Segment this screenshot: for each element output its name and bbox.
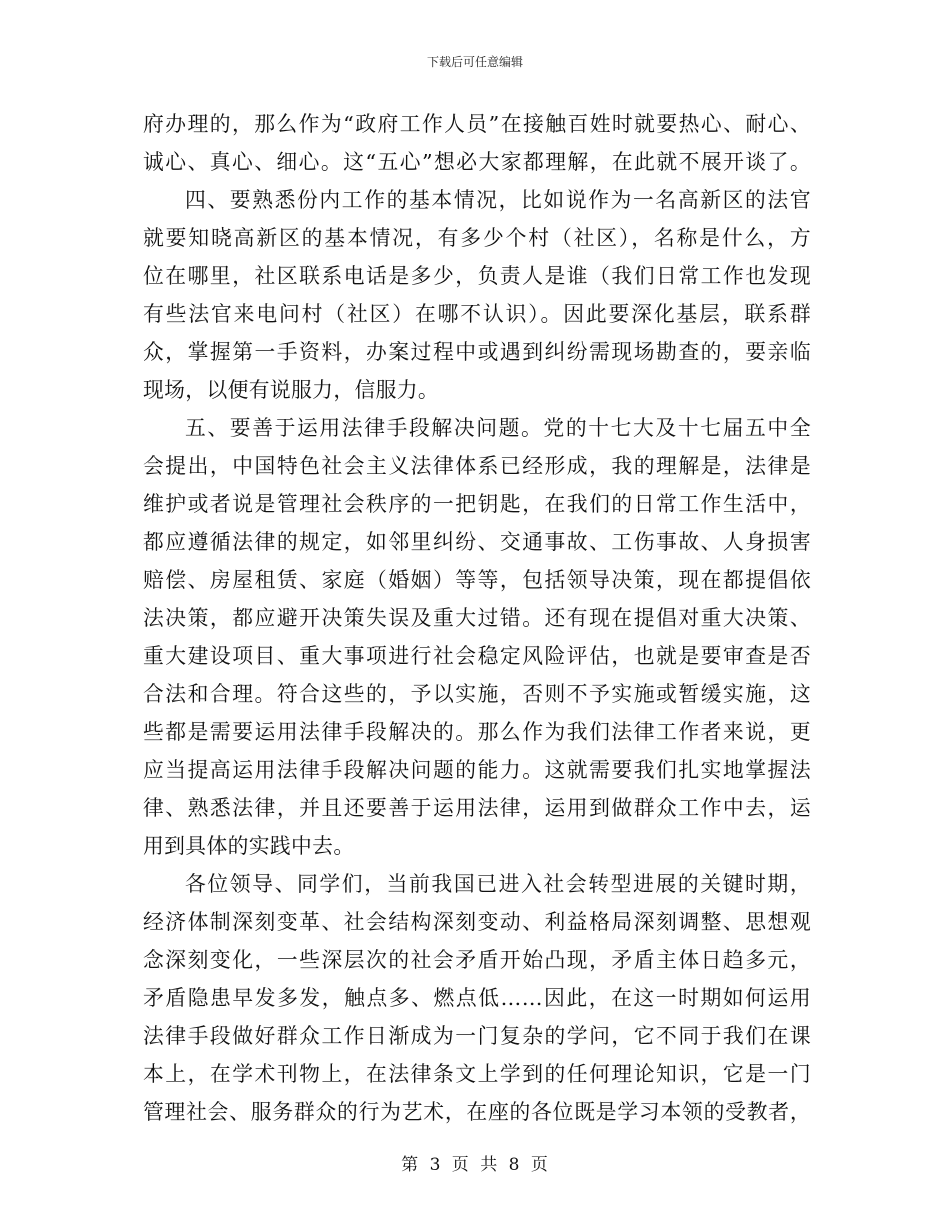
body-text-line: 本上，在学术刊物上，在法律条文上学到的任何理论知识，它是一门 (143, 1062, 811, 1086)
page-header-note: 下载后可任意编辑 (426, 55, 523, 69)
footer-total-pages: 8 (508, 1155, 521, 1175)
footer-total-word: 共 (480, 1155, 499, 1175)
body-text-line: 些都是需要运用法律手段解决的。那么作为我们法律工作者来说，更 (143, 720, 811, 744)
footer-page-word: 页 (451, 1155, 470, 1175)
page-footer (0, 1154, 950, 1176)
body-text-line: 现场，以便有说服力，信服力。 (143, 378, 440, 402)
body-text-line: 就要知晓高新区的基本情况，有多少个村（社区），名称是什么，方 (143, 226, 811, 250)
body-text-line: 念深刻变化，一些深层次的社会矛盾开始凸现，矛盾主体日趋多元， (143, 948, 811, 972)
body-text-line: 合法和合理。符合这些的，予以实施，否则不予实施或暂缓实施，这 (143, 682, 811, 706)
document-body (143, 105, 811, 1131)
body-text-line: 维护或者说是管理社会秩序的一把钥匙，在我们的日常工作生活中， (143, 492, 811, 516)
body-text-line: 律、熟悉法律，并且还要善于运用法律，运用到做群众工作中去，运 (143, 796, 811, 820)
body-text-line: 各位领导、同学们，当前我国已进入社会转型进展的关键时期， (185, 872, 811, 896)
body-text-line: 众，掌握第一手资料，办案过程中或遇到纠纷需现场勘查的，要亲临 (143, 340, 811, 364)
body-text-line: 重大建设项目、重大事项进行社会稳定风险评估，也就是要审查是否 (143, 644, 811, 668)
body-text-line: 府办理的，那么作为“政府工作人员”在接触百姓时就要热心、耐心、 (143, 112, 811, 136)
body-text-line: 四、要熟悉份内工作的基本情况，比如说作为一名高新区的法官 (185, 188, 811, 212)
body-text-line: 会提出，中国特色社会主义法律体系已经形成，我的理解是，法律是 (143, 454, 811, 478)
body-text-line: 有些法官来电问村（社区）在哪不认识）。因此要深化基层，联系群 (143, 302, 811, 326)
body-text-line: 用到具体的实践中去。 (143, 834, 355, 858)
body-text-line: 位在哪里，社区联系电话是多少，负责人是谁（我们日常工作也发现 (143, 264, 811, 288)
body-text-line: 五、要善于运用法律手段解决问题。党的十七大及十七届五中全 (185, 416, 811, 440)
body-text-line: 都应遵循法律的规定，如邻里纠纷、交通事故、工伤事故、人身损害 (143, 530, 811, 554)
footer-current-page: 3 (429, 1155, 442, 1175)
body-text-line: 矛盾隐患早发多发，触点多、燃点低……因此，在这一时期如何运用 (143, 986, 811, 1010)
body-text-line: 经济体制深刻变革、社会结构深刻变动、利益格局深刻调整、思想观 (143, 910, 811, 934)
body-text-line: 法决策，都应避开决策失误及重大过错。还有现在提倡对重大决策、 (143, 606, 811, 630)
footer-prefix: 第 (401, 1155, 420, 1175)
footer-suffix: 页 (530, 1155, 549, 1175)
body-text-line: 诚心、真心、细心。这“五心”想必大家都理解，在此就不展开谈了。 (143, 150, 811, 174)
body-text-line: 赔偿、房屋租赁、家庭（婚姻）等等，包括领导决策，现在都提倡依 (143, 568, 811, 592)
body-text-line: 应当提高运用法律手段解决问题的能力。这就需要我们扎实地掌握法 (143, 758, 811, 782)
body-text-line: 法律手段做好群众工作日渐成为一门复杂的学问，它不同于我们在课 (143, 1024, 811, 1048)
body-text-line: 管理社会、服务群众的行为艺术，在座的各位既是学习本领的受教者， (143, 1100, 811, 1124)
